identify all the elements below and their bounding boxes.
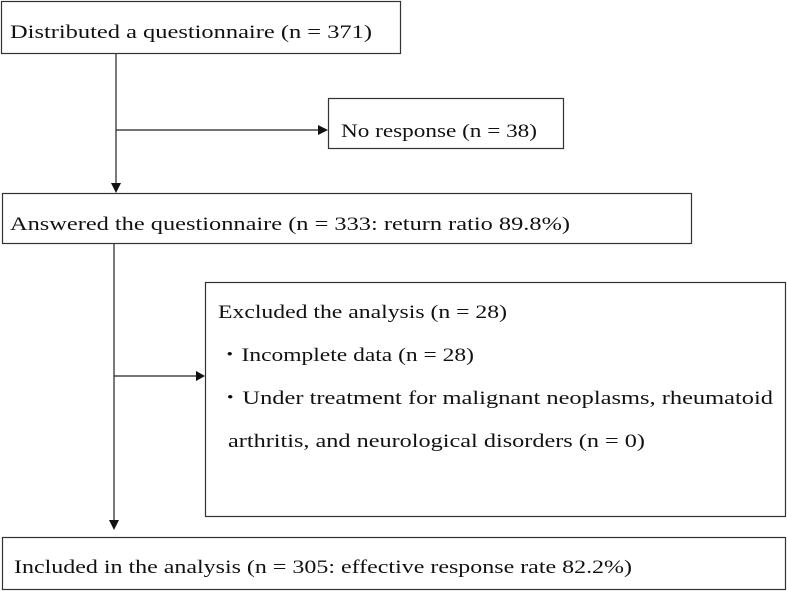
excluded-item-treatment-line2: arthritis, and neurological disorders (n = 0) (228, 431, 645, 452)
answered-text: Answered the questionnaire (n = 333: return ratio 89.8%) (10, 214, 570, 235)
distributed-text: Distributed a questionnaire (n = 371) (10, 22, 373, 43)
excluded-item-treatment-line1: ・Under treatment for malignant neoplasms, rheumatoid (218, 388, 774, 409)
box-included (3, 538, 786, 590)
box-distributed (2, 2, 401, 54)
box-no-response (329, 99, 564, 149)
box-answered (3, 194, 692, 244)
no-response-text: No response (n = 38) (341, 121, 537, 142)
excluded-item-incomplete: ・Incomplete data (n = 28) (218, 345, 474, 366)
included-text: Included in the analysis (n = 305: effective response rate 82.2%) (14, 557, 632, 578)
arrowhead-icon (318, 125, 328, 135)
box-excluded (206, 283, 786, 517)
arrowhead-icon (111, 183, 121, 193)
arrowhead-icon (109, 520, 119, 530)
arrowhead-icon (196, 371, 205, 381)
excluded-title: Excluded the analysis (n = 28) (218, 302, 507, 323)
